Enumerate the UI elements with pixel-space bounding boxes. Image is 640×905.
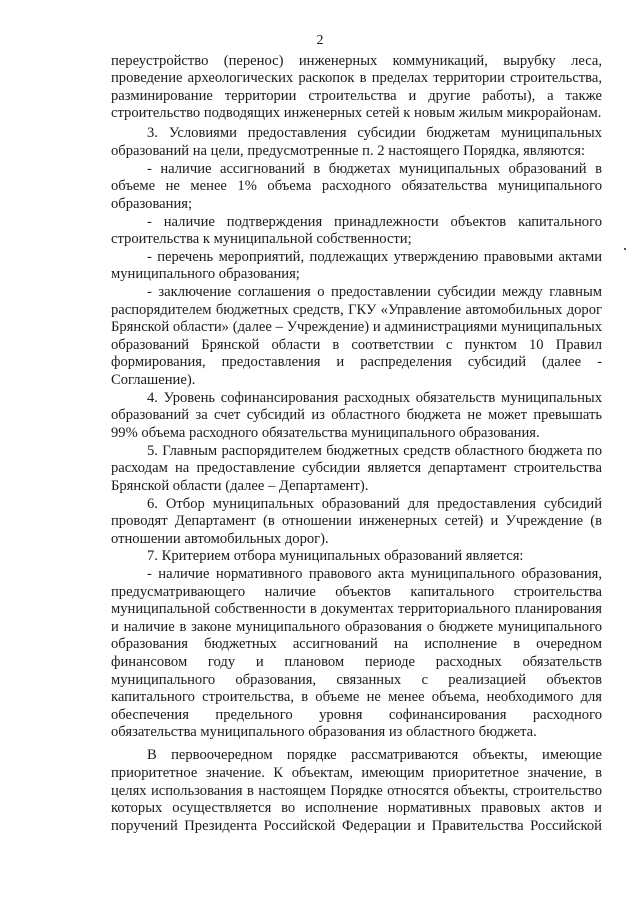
text-line: капитального строительства, в объеме не менее объема, необходимого для [111, 689, 602, 705]
list-item-first-line: - наличие подтверждения принадлежности объектов капитального [147, 214, 602, 230]
text-line: целях использования в настоящем Порядке относятся объекты, строительство [111, 783, 602, 799]
scan-speck [624, 248, 626, 250]
paragraph-first-line: 7. Критерием отбора муниципальных образований является: [147, 548, 524, 564]
paragraph-first-line: 5. Главным распорядителем бюджетных средств областного бюджета по [147, 443, 602, 459]
paragraph-first-line: 6. Отбор муниципальных образований для предоставления субсидий [147, 496, 602, 512]
text-line: Брянской области» (далее – Учреждение) и администрациями муниципальных [111, 319, 602, 335]
list-item-first-line: - перечень мероприятий, подлежащих утверждению правовыми актами [147, 249, 602, 265]
paragraph-first-line: В первоочередном порядке рассматриваются объекты, имеющие [147, 747, 602, 763]
text-line: образования; [111, 196, 193, 212]
text-line: проводят Департамент (в отношении инженерных сетей) и Учреждение (в [111, 513, 602, 529]
list-item-first-line: - заключение соглашения о предоставлении субсидии между главным [147, 284, 602, 300]
text-line: приоритетное значение. К объектам, имеющим приоритетное значение, в [111, 765, 602, 781]
list-item-first-line: - наличие нормативного правового акта муниципального образования, [147, 566, 602, 582]
text-line: разминирование территории строительства и другие работы), а также [111, 88, 602, 104]
text-line: образований за счет субсидий из областного бюджета не может превышать [111, 407, 602, 423]
text-line: и наличие в законе муниципального образования о бюджете муниципального [111, 619, 602, 635]
text-line: муниципального образования, связанных с реализацией объектов [111, 672, 602, 688]
text-line: обеспечения предельного уровня софинансирования расходного [111, 707, 602, 723]
paragraph-first-line: 4. Уровень софинансирования расходных обязательств муниципальных [147, 390, 602, 406]
page-number: 2 [316, 33, 324, 48]
text-line: предусматривающего наличие объектов капитального строительства [111, 584, 602, 600]
text-line: Соглашение). [111, 372, 196, 388]
text-line: переустройство (перенос) инженерных коммуникаций, вырубку леса, [111, 53, 602, 69]
text-line: поручений Президента Российской Федерации и Правительства Российской [111, 818, 602, 834]
list-item-first-line: - наличие ассигнований в бюджетах муниципальных образований в [147, 161, 602, 177]
text-line: проведение археологических раскопок в пределах территории строительства, [111, 70, 602, 86]
text-line: образования бюджетных ассигнований на исполнение в очередном [111, 636, 602, 652]
text-line: расходам на предоставление субсидии является департамент строительства [111, 460, 602, 476]
text-line: отношении автомобильных дорог). [111, 531, 329, 547]
text-line: распорядителем бюджетных средств, ГКУ «Управление автомобильных дорог [111, 302, 602, 318]
text-line: муниципальной собственности в документах территориального планирования [111, 601, 602, 617]
text-line: формирования, предоставления и распределения субсидий (далее - [111, 354, 602, 370]
text-line: 99% объема расходного обязательства муниципального образования. [111, 425, 540, 441]
text-line: объеме не менее 1% объема расходного обязательства муниципального [111, 178, 602, 194]
text-line: финансовом году и плановом периоде расходных обязательств [111, 654, 602, 670]
text-line: муниципального образования; [111, 266, 300, 282]
text-line: образований на цели, предусмотренные п. 2 настоящего Порядка, являются: [111, 143, 585, 159]
text-line: Брянской области (далее – Департамент). [111, 478, 369, 494]
paragraph-first-line: 3. Условиями предоставления субсидии бюджетам муниципальных [147, 125, 602, 141]
text-line: которых осуществляется во исполнение нормативных правовых актов и [111, 800, 602, 816]
text-line: строительства к муниципальной собственности; [111, 231, 412, 247]
text-line: обязательства муниципального образования из областного бюджета. [111, 724, 537, 740]
text-line: строительство подводящих инженерных сетей к новым жилым микрорайонам. [111, 105, 602, 121]
text-line: образований Брянской области в соответствии с пунктом 10 Правил [111, 337, 602, 353]
